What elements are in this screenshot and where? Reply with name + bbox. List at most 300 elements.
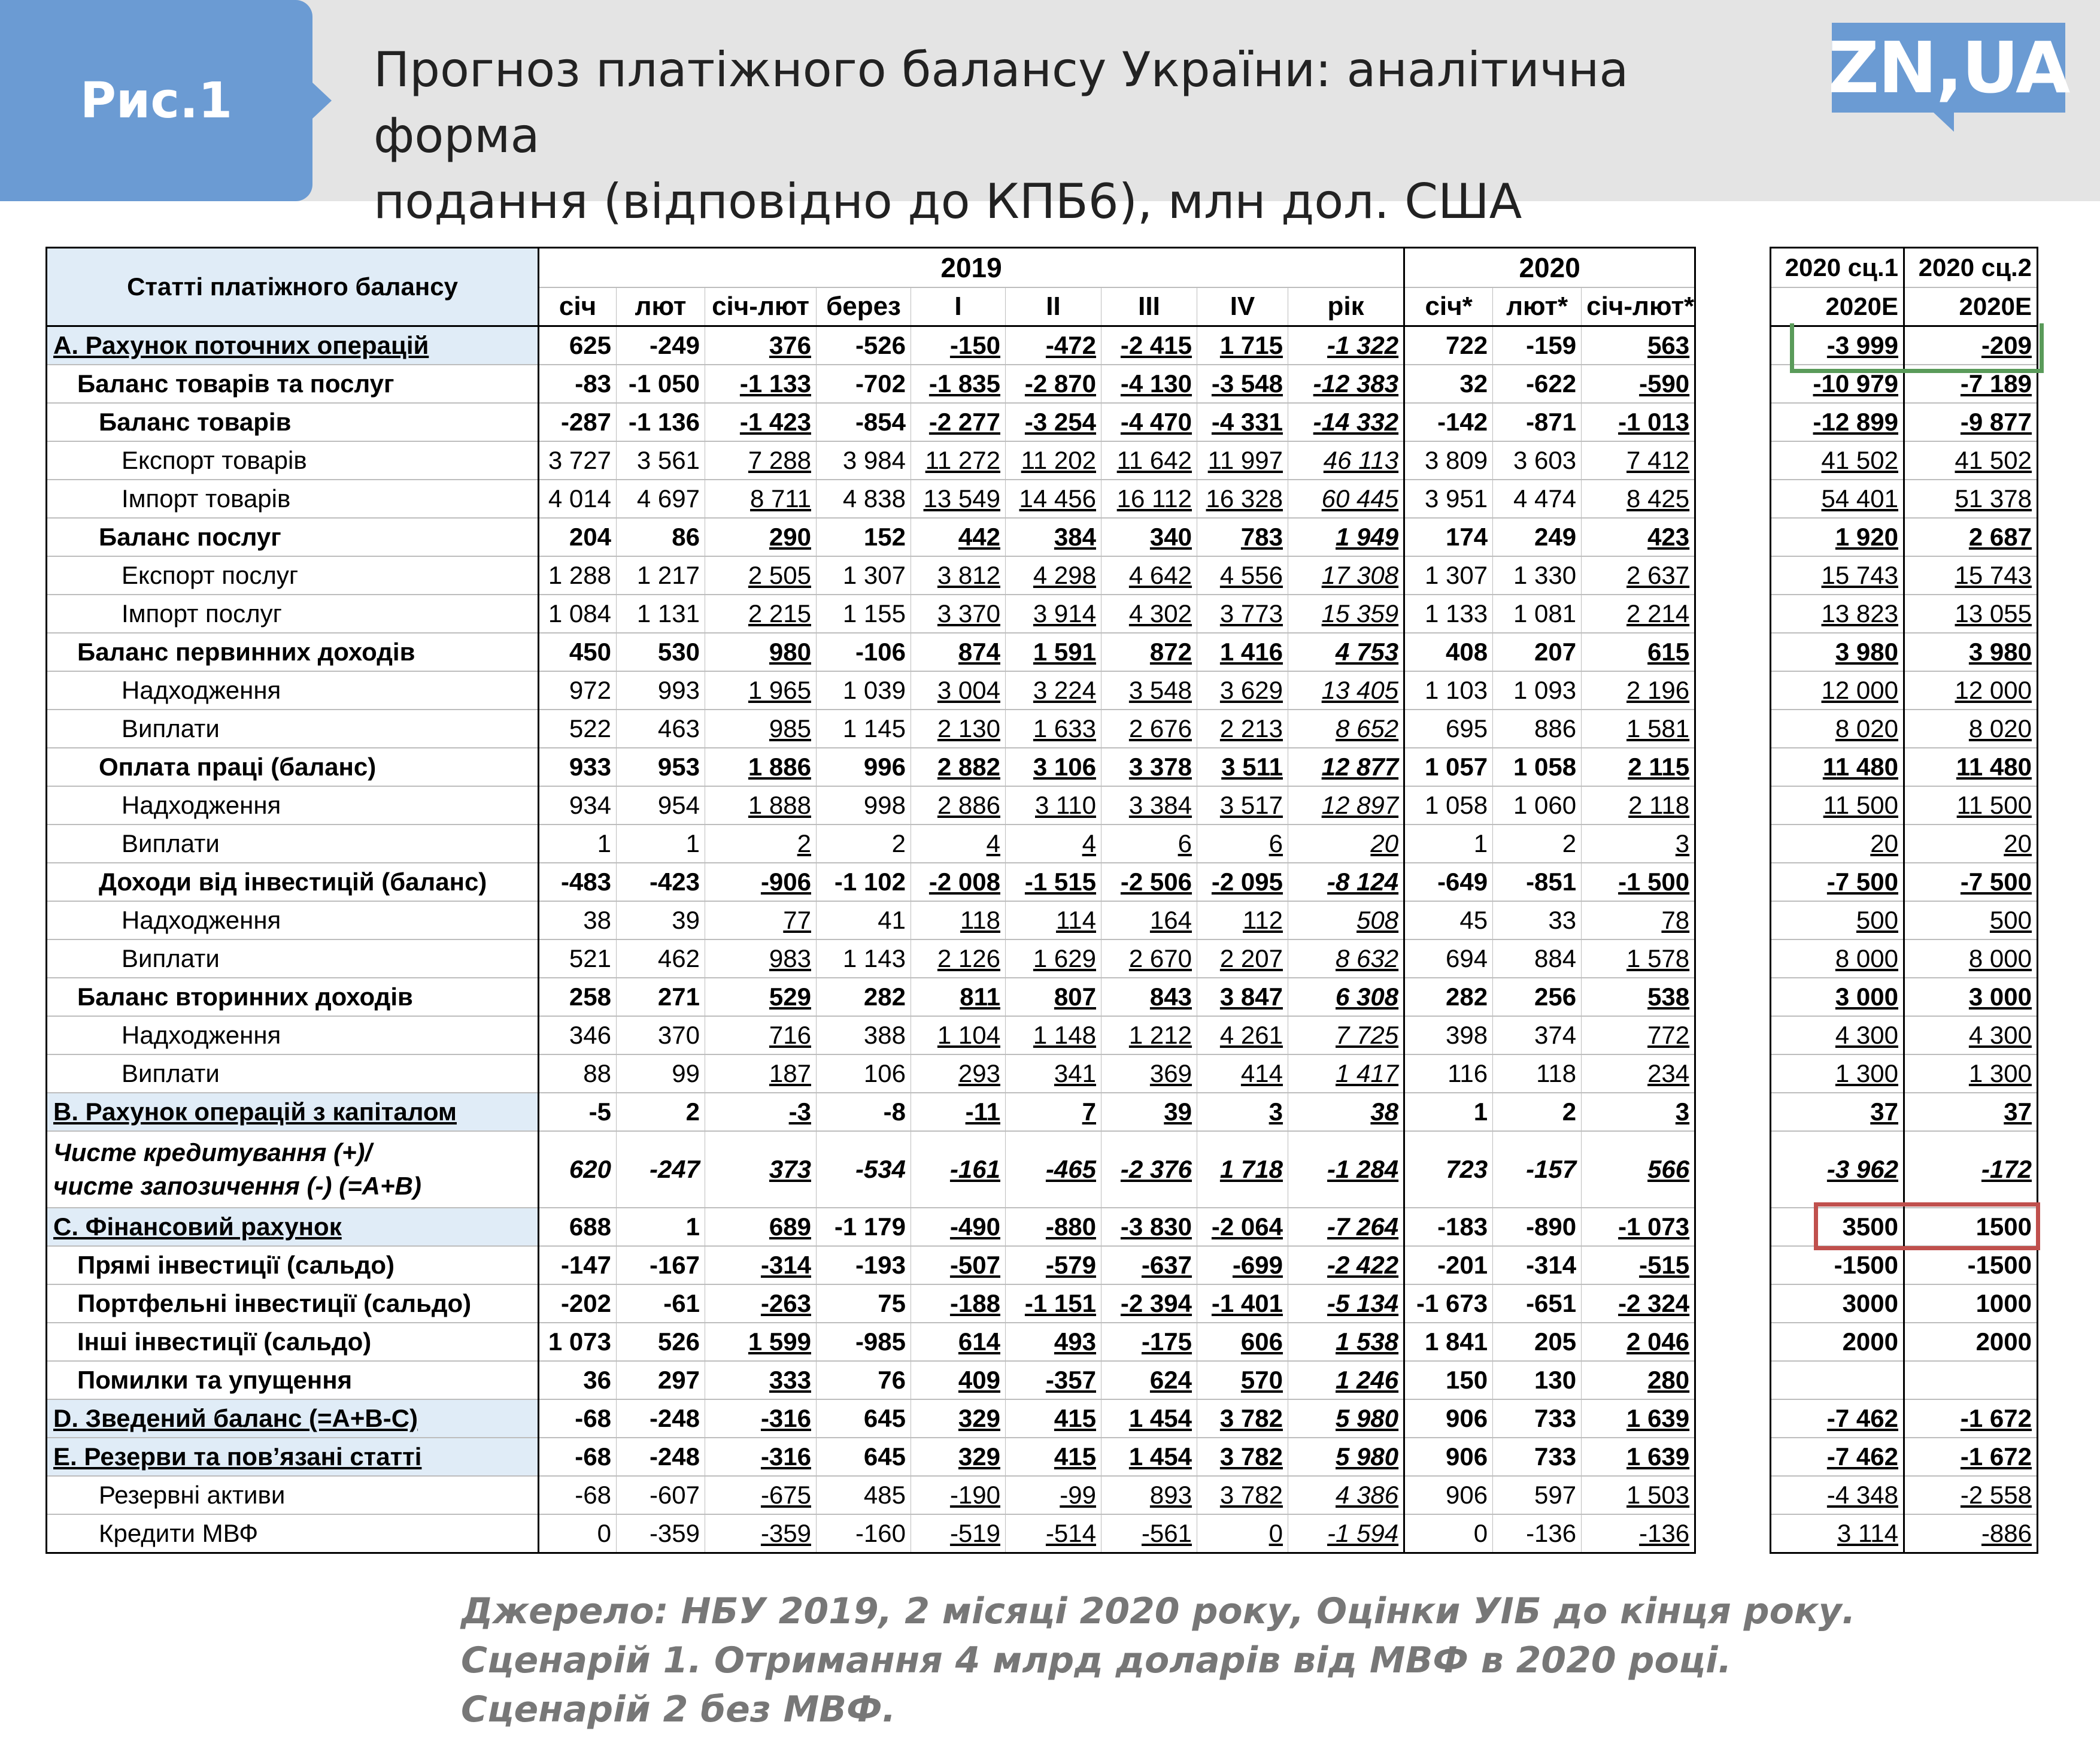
scenario-row bbox=[1771, 786, 2038, 825]
scenario-cell: 13 055 bbox=[1904, 595, 2038, 633]
scenario-cell: 41 502 bbox=[1904, 441, 2038, 480]
scenario-cell: -2 558 bbox=[1904, 1476, 2038, 1514]
table-row bbox=[47, 1476, 1695, 1514]
table-cell: 4 bbox=[911, 825, 1006, 863]
table-cell: 256 bbox=[1493, 978, 1582, 1016]
table-row bbox=[47, 901, 1695, 939]
table-cell: 280 bbox=[1582, 1361, 1695, 1399]
table-cell: 3 224 bbox=[1006, 671, 1101, 710]
table-row bbox=[47, 710, 1695, 748]
table-cell: 14 456 bbox=[1006, 480, 1101, 518]
table-cell: 39 bbox=[1101, 1093, 1197, 1131]
table-cell: -357 bbox=[1006, 1361, 1101, 1399]
table-cell: -490 bbox=[911, 1208, 1006, 1246]
table-cell: 376 bbox=[705, 326, 817, 365]
column-header: I bbox=[911, 287, 1006, 326]
table-cell: -359 bbox=[705, 1514, 817, 1553]
row-label-text: Баланс вторинних доходів bbox=[77, 983, 413, 1011]
row-label bbox=[47, 710, 539, 748]
table-cell: 1 058 bbox=[1404, 786, 1493, 825]
column-header: берез bbox=[817, 287, 911, 326]
table-cell: 3 548 bbox=[1101, 671, 1197, 710]
table-cell: 1 155 bbox=[817, 595, 911, 633]
table-cell: 333 bbox=[705, 1361, 817, 1399]
table-cell: 1 bbox=[539, 825, 617, 863]
table-row bbox=[47, 365, 1695, 403]
table-cell: 16 112 bbox=[1101, 480, 1197, 518]
table-cell: -1 102 bbox=[817, 863, 911, 901]
table-cell: 2 115 bbox=[1582, 748, 1695, 786]
table-cell: 3 bbox=[1582, 825, 1695, 863]
table-cell: 1 133 bbox=[1404, 595, 1493, 633]
table-cell: 7 725 bbox=[1288, 1016, 1404, 1054]
column-header: січ* bbox=[1404, 287, 1493, 326]
table-cell: -515 bbox=[1582, 1246, 1695, 1284]
scenario-row bbox=[1771, 1054, 2038, 1093]
table-cell: -622 bbox=[1493, 365, 1582, 403]
scenario-cell: 15 743 bbox=[1771, 556, 1904, 595]
row-label-text: Кредити МВФ bbox=[99, 1519, 259, 1547]
table-cell: 150 bbox=[1404, 1361, 1493, 1399]
table-row bbox=[47, 1438, 1695, 1476]
table-cell: 993 bbox=[617, 671, 705, 710]
table-cell: 8 652 bbox=[1288, 710, 1404, 748]
scenario-cell: 3000 bbox=[1771, 1284, 1904, 1323]
scenario-cell: 1 300 bbox=[1771, 1054, 1904, 1093]
table-cell: 2 bbox=[705, 825, 817, 863]
table-cell: -472 bbox=[1006, 326, 1101, 365]
row-label-text: D. Зведений баланс (=А+В-С) bbox=[53, 1404, 418, 1432]
table-cell: -607 bbox=[617, 1476, 705, 1514]
table-cell: 522 bbox=[539, 710, 617, 748]
table-cell: 423 bbox=[1582, 518, 1695, 556]
row-label bbox=[47, 1438, 539, 1476]
scenario-row bbox=[1771, 825, 2038, 863]
table-cell: 290 bbox=[705, 518, 817, 556]
table-cell: 2 213 bbox=[1197, 710, 1288, 748]
scenario-cell: -3 999 bbox=[1771, 326, 1904, 365]
table-cell: -188 bbox=[911, 1284, 1006, 1323]
table-cell: 409 bbox=[911, 1361, 1006, 1399]
table-cell: -1 050 bbox=[617, 365, 705, 403]
scenario-row bbox=[1771, 1361, 2038, 1399]
table-cell: 414 bbox=[1197, 1054, 1288, 1093]
table-cell: 1 888 bbox=[705, 786, 817, 825]
scenario-row bbox=[1771, 901, 2038, 939]
scenario-cell: 4 300 bbox=[1771, 1016, 1904, 1054]
table-cell: 893 bbox=[1101, 1476, 1197, 1514]
scenario-cell: 3500 bbox=[1771, 1208, 1904, 1246]
table-cell: 3 812 bbox=[911, 556, 1006, 595]
scenario-cell: -3 962 bbox=[1771, 1131, 1904, 1208]
table-cell: 2 126 bbox=[911, 939, 1006, 978]
scenario-row bbox=[1771, 1284, 2038, 1323]
table-cell: 625 bbox=[539, 326, 617, 365]
logo-text: ZN,UA bbox=[1828, 26, 2069, 109]
table-cell: -1 835 bbox=[911, 365, 1006, 403]
scenario-cell: 20 bbox=[1771, 825, 1904, 863]
row-label-text: Надходження bbox=[122, 1021, 281, 1049]
column-header: II bbox=[1006, 287, 1101, 326]
row-label bbox=[47, 326, 539, 365]
table-cell: 12 877 bbox=[1288, 748, 1404, 786]
page-title bbox=[374, 37, 1750, 235]
table-cell: -12 383 bbox=[1288, 365, 1404, 403]
table-row bbox=[47, 1284, 1695, 1323]
red-highlight-box bbox=[1814, 1202, 2040, 1250]
table-cell: 3 809 bbox=[1404, 441, 1493, 480]
table-cell: -190 bbox=[911, 1476, 1006, 1514]
row-label bbox=[47, 1284, 539, 1323]
table-cell: 384 bbox=[1006, 518, 1101, 556]
table-cell: 563 bbox=[1582, 326, 1695, 365]
table-cell: -136 bbox=[1582, 1514, 1695, 1553]
table-cell: -2 324 bbox=[1582, 1284, 1695, 1323]
badge-arrow-icon bbox=[312, 83, 332, 119]
scenario-row bbox=[1771, 1131, 2038, 1208]
table-cell: 985 bbox=[705, 710, 817, 748]
table-cell: 906 bbox=[1404, 1438, 1493, 1476]
table-row bbox=[47, 1361, 1695, 1399]
table-cell: -249 bbox=[617, 326, 705, 365]
table-cell: -1 284 bbox=[1288, 1131, 1404, 1208]
scenario-cell: 3 980 bbox=[1904, 633, 2038, 671]
scenario-cell: -7 500 bbox=[1904, 863, 2038, 901]
table-cell: 340 bbox=[1101, 518, 1197, 556]
row-label-text: Надходження bbox=[122, 791, 281, 819]
table-cell: 1 503 bbox=[1582, 1476, 1695, 1514]
table-cell: -14 332 bbox=[1288, 403, 1404, 441]
table-cell: -3 bbox=[705, 1093, 817, 1131]
scenario-row bbox=[1771, 939, 2038, 978]
table-row bbox=[47, 748, 1695, 786]
table-row bbox=[47, 1514, 1695, 1553]
scenario-cell: 1 300 bbox=[1904, 1054, 2038, 1093]
figure-badge bbox=[0, 0, 312, 201]
table-cell: 204 bbox=[539, 518, 617, 556]
table-cell: 450 bbox=[539, 633, 617, 671]
scenario-cell: 3 114 bbox=[1771, 1514, 1904, 1553]
table-cell: -906 bbox=[705, 863, 817, 901]
table-cell: 688 bbox=[539, 1208, 617, 1246]
column-header: IV bbox=[1197, 287, 1288, 326]
table-cell: -11 bbox=[911, 1093, 1006, 1131]
table-cell: 2 676 bbox=[1101, 710, 1197, 748]
table-cell: -1 073 bbox=[1582, 1208, 1695, 1246]
row-label bbox=[47, 365, 539, 403]
table-cell: -202 bbox=[539, 1284, 617, 1323]
scenario-row bbox=[1771, 863, 2038, 901]
scenario-row bbox=[1771, 403, 2038, 441]
table-cell: -106 bbox=[817, 633, 911, 671]
table-cell: 772 bbox=[1582, 1016, 1695, 1054]
table-cell: 3 bbox=[1582, 1093, 1695, 1131]
table-cell: 872 bbox=[1101, 633, 1197, 671]
table-cell: 2 bbox=[1493, 1093, 1582, 1131]
row-label bbox=[47, 863, 539, 901]
column-header: лют bbox=[617, 287, 705, 326]
table-cell: 4 302 bbox=[1101, 595, 1197, 633]
table-cell: 0 bbox=[1404, 1514, 1493, 1553]
table-cell: 1 060 bbox=[1493, 786, 1582, 825]
table-cell: -637 bbox=[1101, 1246, 1197, 1284]
table-cell: 75 bbox=[817, 1284, 911, 1323]
table-cell: -159 bbox=[1493, 326, 1582, 365]
row-label-text: Оплата праці (баланс) bbox=[99, 753, 377, 781]
scenario-2-header: 2020 сц.2 bbox=[1904, 248, 2038, 288]
table-cell: 5 980 bbox=[1288, 1438, 1404, 1476]
table-cell: -579 bbox=[1006, 1246, 1101, 1284]
zn-ua-logo bbox=[1828, 23, 2069, 113]
table-cell: 1 417 bbox=[1288, 1054, 1404, 1093]
row-label-text: Помилки та упущення bbox=[77, 1366, 353, 1394]
table-cell: 1 057 bbox=[1404, 748, 1493, 786]
column-header: рік bbox=[1288, 287, 1404, 326]
source-line-1: Джерело: НБУ 2019, 2 місяці 2020 року, Оцінки УІБ до кінця року. bbox=[461, 1590, 1856, 1632]
scenario-row bbox=[1771, 748, 2038, 786]
table-cell: -183 bbox=[1404, 1208, 1493, 1246]
table-cell: 6 bbox=[1101, 825, 1197, 863]
scenario-cell: 500 bbox=[1904, 901, 2038, 939]
table-cell: 373 bbox=[705, 1131, 817, 1208]
table-cell: 3 629 bbox=[1197, 671, 1288, 710]
scenario-row bbox=[1771, 518, 2038, 556]
row-label bbox=[47, 901, 539, 939]
row-label bbox=[47, 939, 539, 978]
table-cell: 954 bbox=[617, 786, 705, 825]
table-cell: 13 549 bbox=[911, 480, 1006, 518]
table-cell: 11 202 bbox=[1006, 441, 1101, 480]
column-header: січ-лют bbox=[705, 287, 817, 326]
table-cell: 1 307 bbox=[1404, 556, 1493, 595]
table-body bbox=[47, 326, 1695, 1553]
table-cell: 811 bbox=[911, 978, 1006, 1016]
table-cell: 1 718 bbox=[1197, 1131, 1288, 1208]
table-cell: 7 412 bbox=[1582, 441, 1695, 480]
table-cell: 282 bbox=[1404, 978, 1493, 1016]
table-cell: -4 130 bbox=[1101, 365, 1197, 403]
table-cell: 874 bbox=[911, 633, 1006, 671]
table-cell: 2 215 bbox=[705, 595, 817, 633]
table-cell: 1 093 bbox=[1493, 671, 1582, 710]
scenario-cell: 12 000 bbox=[1771, 671, 1904, 710]
row-label-text: Прямі інвестиції (сальдо) bbox=[77, 1251, 395, 1279]
table-cell: -534 bbox=[817, 1131, 911, 1208]
table-cell: 46 113 bbox=[1288, 441, 1404, 480]
column-header: січ bbox=[539, 287, 617, 326]
table-cell: 39 bbox=[617, 901, 705, 939]
scenario-cell: 2000 bbox=[1771, 1323, 1904, 1361]
row-label-text: Виплати bbox=[122, 1059, 220, 1087]
table-cell: 1 578 bbox=[1582, 939, 1695, 978]
table-cell: 783 bbox=[1197, 518, 1288, 556]
table-cell: 3 727 bbox=[539, 441, 617, 480]
table-cell: 3 511 bbox=[1197, 748, 1288, 786]
year-2020-header: 2020 bbox=[1404, 248, 1695, 288]
scenario-1-header: 2020 сц.1 bbox=[1771, 248, 1904, 288]
table-cell: 11 272 bbox=[911, 441, 1006, 480]
row-label bbox=[47, 1208, 539, 1246]
table-cell: 4 753 bbox=[1288, 633, 1404, 671]
year-2019-header: 2019 bbox=[539, 248, 1404, 288]
table-cell: 11 997 bbox=[1197, 441, 1288, 480]
table-cell: 694 bbox=[1404, 939, 1493, 978]
table-cell: 3 110 bbox=[1006, 786, 1101, 825]
table-cell: 33 bbox=[1493, 901, 1582, 939]
table-cell: 187 bbox=[705, 1054, 817, 1093]
table-cell: -316 bbox=[705, 1438, 817, 1476]
table-cell: 645 bbox=[817, 1399, 911, 1438]
table-cell: 3 773 bbox=[1197, 595, 1288, 633]
table-row bbox=[47, 978, 1695, 1016]
green-highlight-box bbox=[1790, 323, 2044, 373]
table-row bbox=[47, 633, 1695, 671]
scenario-cell: -12 899 bbox=[1771, 403, 1904, 441]
table-cell: 1 599 bbox=[705, 1323, 817, 1361]
table-cell: 13 405 bbox=[1288, 671, 1404, 710]
table-cell: 38 bbox=[1288, 1093, 1404, 1131]
table-cell: 415 bbox=[1006, 1438, 1101, 1476]
row-label bbox=[47, 403, 539, 441]
table-cell: 1 591 bbox=[1006, 633, 1101, 671]
source-note bbox=[461, 1587, 1958, 1734]
table-cell: -359 bbox=[617, 1514, 705, 1553]
table-cell: 3 106 bbox=[1006, 748, 1101, 786]
header-band bbox=[0, 0, 2100, 229]
table-cell: -248 bbox=[617, 1399, 705, 1438]
table-cell: 4 556 bbox=[1197, 556, 1288, 595]
table-cell: 3 782 bbox=[1197, 1476, 1288, 1514]
table-row bbox=[47, 1246, 1695, 1284]
table-cell: 3 004 bbox=[911, 671, 1006, 710]
table-cell: 807 bbox=[1006, 978, 1101, 1016]
table-cell: 0 bbox=[1197, 1514, 1288, 1553]
table-cell: 205 bbox=[1493, 1323, 1582, 1361]
scenario-cell: -1500 bbox=[1771, 1246, 1904, 1284]
table-cell: 1 148 bbox=[1006, 1016, 1101, 1054]
scenario-row bbox=[1771, 556, 2038, 595]
scenario-cell: 3 980 bbox=[1771, 633, 1904, 671]
table-cell: -316 bbox=[705, 1399, 817, 1438]
table-cell: 983 bbox=[705, 939, 817, 978]
table-row bbox=[47, 403, 1695, 441]
table-cell: -147 bbox=[539, 1246, 617, 1284]
scenario-cell: -7 189 bbox=[1904, 365, 2038, 403]
scenario-cell: -172 bbox=[1904, 1131, 2038, 1208]
scenario-cell: -1 672 bbox=[1904, 1399, 2038, 1438]
table-cell: -247 bbox=[617, 1131, 705, 1208]
scenario-row bbox=[1771, 710, 2038, 748]
table-row bbox=[47, 1323, 1695, 1361]
table-cell: -2 095 bbox=[1197, 863, 1288, 901]
table-cell: -136 bbox=[1493, 1514, 1582, 1553]
table-cell: -2 506 bbox=[1101, 863, 1197, 901]
table-cell: 3 782 bbox=[1197, 1438, 1288, 1476]
scenario-cell: 8 020 bbox=[1904, 710, 2038, 748]
table-cell: -248 bbox=[617, 1438, 705, 1476]
table-cell: 86 bbox=[617, 518, 705, 556]
row-label bbox=[47, 556, 539, 595]
table-cell: 538 bbox=[1582, 978, 1695, 1016]
table-cell: 1 841 bbox=[1404, 1323, 1493, 1361]
table-cell: 906 bbox=[1404, 1399, 1493, 1438]
table-cell: -985 bbox=[817, 1323, 911, 1361]
table-cell: -157 bbox=[1493, 1131, 1582, 1208]
table-cell: -193 bbox=[817, 1246, 911, 1284]
scenario-cell: -7 500 bbox=[1771, 863, 1904, 901]
table-cell: -1 322 bbox=[1288, 326, 1404, 365]
scenario-row bbox=[1771, 1399, 2038, 1438]
table-cell: 4 642 bbox=[1101, 556, 1197, 595]
table-row bbox=[47, 441, 1695, 480]
table-cell: 16 328 bbox=[1197, 480, 1288, 518]
table-row bbox=[47, 480, 1695, 518]
row-header-label: Статті платіжного балансу bbox=[47, 248, 539, 326]
row-label-text: Виплати bbox=[122, 829, 220, 857]
row-label-text: Доходи від інвестицій (баланс) bbox=[99, 868, 487, 896]
table-cell: 1 581 bbox=[1582, 710, 1695, 748]
table-cell: 88 bbox=[539, 1054, 617, 1093]
table-cell: 12 897 bbox=[1288, 786, 1404, 825]
table-cell: 1 639 bbox=[1582, 1438, 1695, 1476]
table-cell: -160 bbox=[817, 1514, 911, 1553]
table-cell: 77 bbox=[705, 901, 817, 939]
table-row bbox=[47, 671, 1695, 710]
scenario-cell: 51 378 bbox=[1904, 480, 2038, 518]
table-cell: 282 bbox=[817, 978, 911, 1016]
scenario-cell: 1500 bbox=[1904, 1208, 2038, 1246]
row-label-text: Надходження bbox=[122, 676, 281, 704]
table-cell: 249 bbox=[1493, 518, 1582, 556]
table-cell: -2 415 bbox=[1101, 326, 1197, 365]
table-cell: 1 454 bbox=[1101, 1399, 1197, 1438]
table-cell: 6 308 bbox=[1288, 978, 1404, 1016]
row-label bbox=[47, 1323, 539, 1361]
table-cell: 886 bbox=[1493, 710, 1582, 748]
row-label bbox=[47, 480, 539, 518]
figure-label: Рис.1 bbox=[80, 72, 233, 129]
table-cell: 980 bbox=[705, 633, 817, 671]
row-label bbox=[47, 786, 539, 825]
table-cell: 3 603 bbox=[1493, 441, 1582, 480]
table-cell: -675 bbox=[705, 1476, 817, 1514]
column-header: січ-лют* bbox=[1582, 287, 1695, 326]
scenario-row bbox=[1771, 1016, 2038, 1054]
table-cell: 6 bbox=[1197, 825, 1288, 863]
table-cell: 620 bbox=[539, 1131, 617, 1208]
scenario-cell: 11 480 bbox=[1771, 748, 1904, 786]
table-cell: 1 416 bbox=[1197, 633, 1288, 671]
table-row bbox=[47, 595, 1695, 633]
table-cell: 645 bbox=[817, 1438, 911, 1476]
table-cell: 1 212 bbox=[1101, 1016, 1197, 1054]
row-label-text: Портфельні інвестиції (сальдо) bbox=[77, 1289, 472, 1317]
table-cell: -99 bbox=[1006, 1476, 1101, 1514]
row-label-text: Експорт послуг bbox=[122, 561, 299, 589]
table-cell: 415 bbox=[1006, 1399, 1101, 1438]
table-cell: 2 130 bbox=[911, 710, 1006, 748]
table-cell: -175 bbox=[1101, 1323, 1197, 1361]
table-cell: 329 bbox=[911, 1438, 1006, 1476]
table-cell: 41 bbox=[817, 901, 911, 939]
row-label-text: Баланс товарів та послуг bbox=[77, 369, 394, 398]
table-cell: -590 bbox=[1582, 365, 1695, 403]
scenario-body bbox=[1771, 326, 2038, 1553]
row-label bbox=[47, 1361, 539, 1399]
table-cell: -1 673 bbox=[1404, 1284, 1493, 1323]
table-cell: -1 515 bbox=[1006, 863, 1101, 901]
table-cell: -1 013 bbox=[1582, 403, 1695, 441]
